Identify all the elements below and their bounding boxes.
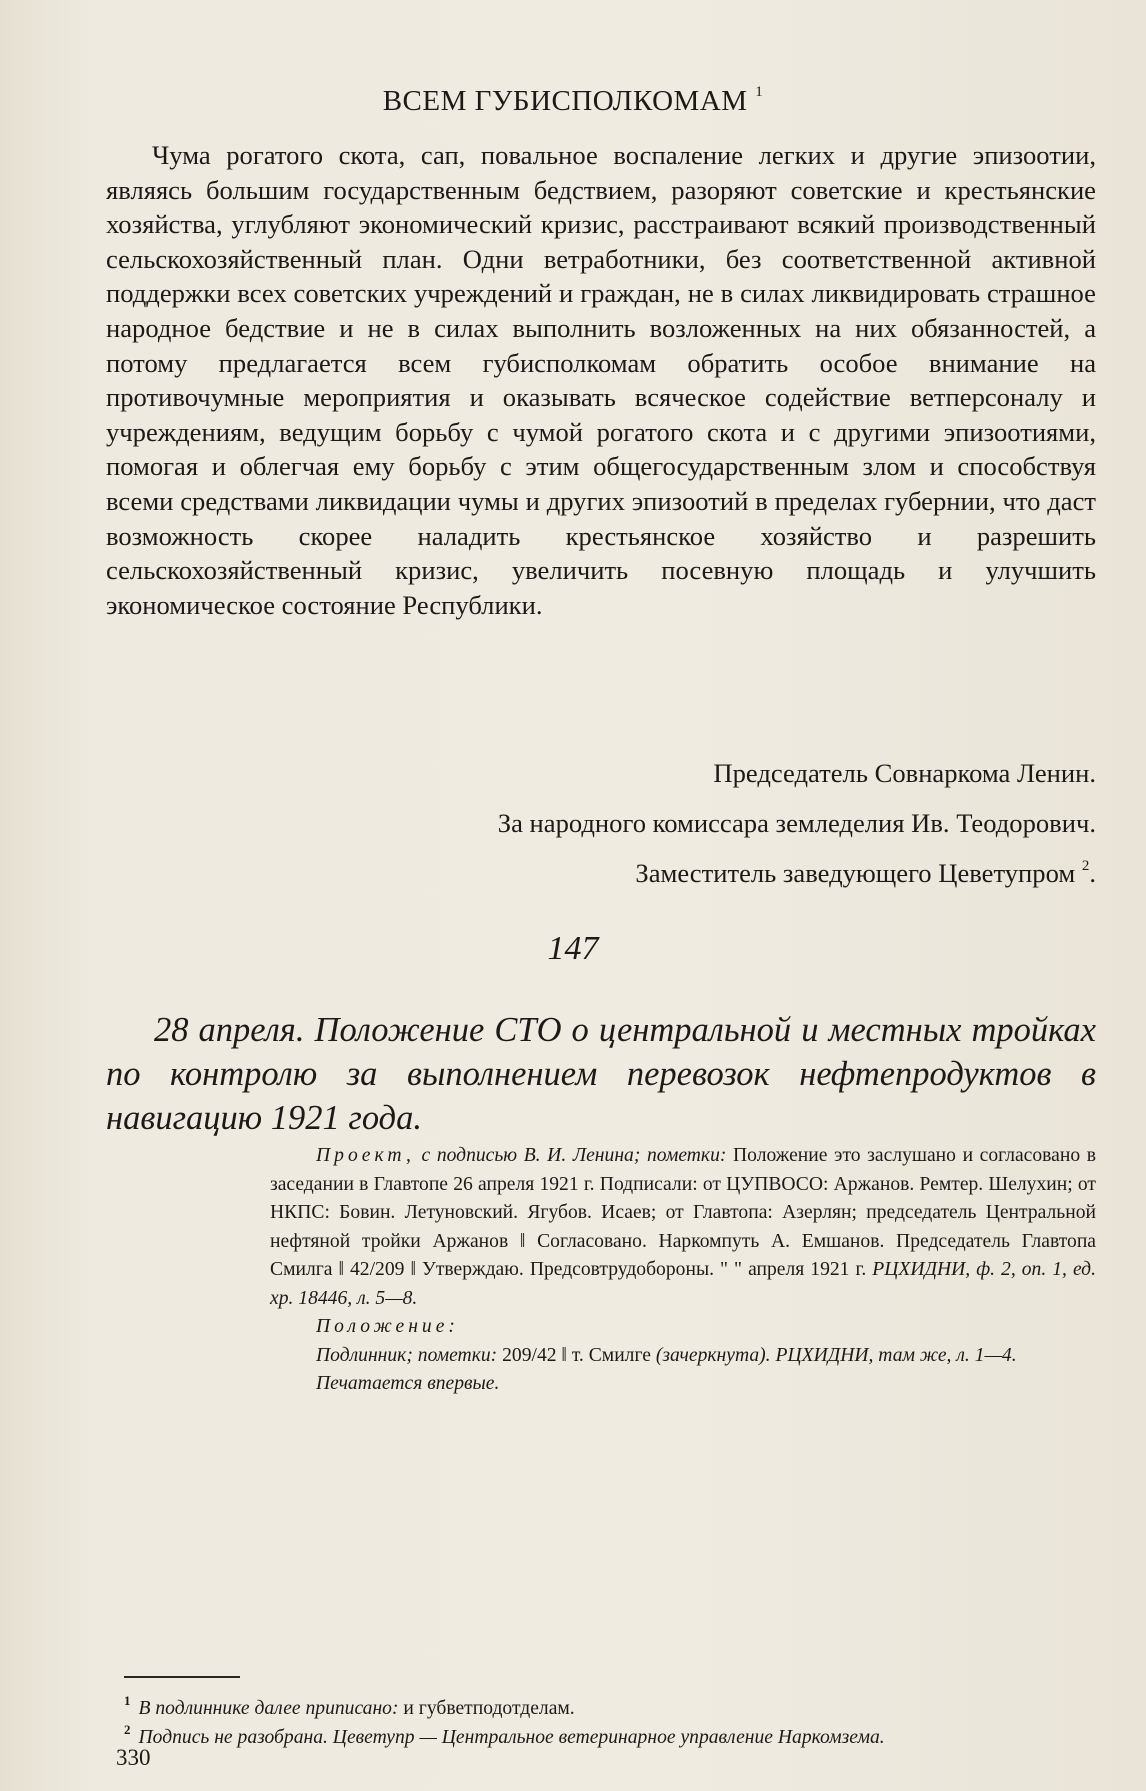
- body-text: [106, 138, 1096, 622]
- document-heading: [0, 84, 1146, 118]
- archival-note-first-print: Печатается впервые.: [316, 1373, 500, 1394]
- archival-note-position-label: Положение:: [316, 1316, 459, 1337]
- heading-text: ВСЕМ ГУБИСПОЛКОМАМ: [382, 85, 748, 117]
- footnote-1-italic: В подлиннике далее приписано:: [138, 1698, 399, 1719]
- footnote-2-italic: Подпись не разобрана. Цеветупр — Центральное ветеринарное управление Наркомзема.: [138, 1727, 885, 1748]
- archival-note-original: [270, 1342, 1096, 1371]
- document-number: 147: [547, 930, 599, 967]
- page-number: 330: [116, 1745, 151, 1770]
- footnote-2-mark: 2: [124, 1722, 131, 1737]
- signature-deputy: [635, 858, 1096, 889]
- document-title: [106, 1008, 1096, 1140]
- project-label: Проект,: [316, 1145, 415, 1166]
- footnote-2: [124, 1716, 1096, 1752]
- footnote-divider: [124, 1676, 240, 1678]
- project-text: Положение это заслушано и согласовано в заседании в Главтопе 26 апреля 1921 г. Подписали: от ЦУПВОСО: Аржанов. Ремтер. Шелухин; от НКПС: Бовин. Летуновский. Ягубов. Исаев; от Главтопа: Азерлян; председатель Центральной нефтяной тройки Аржанов ‖ Согласовано. Наркомпуть А. Емшанов. Председатель Главтопа Смилга ‖ 42/209 ‖ Утверждаю. Предсовтрудобороны. " " апреля 1921 г.: [270, 1145, 1097, 1280]
- project-marks-label: с подписью В. И. Ленина; пометки:: [421, 1145, 727, 1166]
- signature-deputy-end: .: [1089, 858, 1096, 888]
- archival-note: [270, 1142, 1096, 1399]
- project-source: РЦХИДНИ, ф. 2, оп. 1, ед. хр. 18446, л. 5—8.: [270, 1259, 1096, 1309]
- body-paragraph: Чума рогатого скота, сап, повальное воспаление легких и другие эпизоотии, являясь большим государственным бедствием, разоряют советские и крестьянские хозяйства, углубляют экономический кризис, расстраивают всякий производственный сельскохозяйственный план. Одни ветработники, без соответственной активной поддержки всех советских учреждений и граждан, не в силах ликвидировать страшное народное бедствие и не в силах выполнить возложенных на них обязанностей, а потому предлагается всем губисполкомам обратить особое внимание на противочумные мероприятия и оказывать всяческое содействие ветперсоналу и учреждениям, ведущим борьбу с чумой рогатого скота и с другими эпизоотиями, помогая и облегчая ему борьбу с этим общегосударственным злом и способствуя всеми средствами ликвидации чумы и других эпизоотий в пределах губернии, что даст возможность скорее наладить крестьянское хозяйство и разрешить сельскохозяйственный кризис, увеличить посевную площадь и улучшить экономическое состояние Республики.: [106, 140, 1096, 620]
- signature-chair: Председатель Совнаркома Ленин.: [713, 758, 1096, 788]
- original-label: Подлинник; пометки:: [316, 1344, 498, 1366]
- footnote-mark: 2: [1081, 858, 1090, 874]
- original-struck: (зачеркнута).: [655, 1344, 771, 1366]
- document-title-text: 28 апреля. Положение СТО о центральной и местных тройках по контролю за выполнением перевозок нефтепродуктов в навигацию 1921 года.: [106, 1011, 1096, 1137]
- footnote-1-text: и губветподотделам.: [398, 1698, 575, 1719]
- signature-deputy-text: Заместитель заведующего Цеветупром: [635, 858, 1076, 888]
- signature-commissar: За народного комиссара земледелия Ив. Теодорович.: [497, 808, 1096, 838]
- footnote-mark: 1: [755, 84, 764, 100]
- original-source: РЦХИДНИ, там же, л. 1—4.: [775, 1344, 1017, 1366]
- original-text: 209/42 ‖ т. Смилге: [502, 1344, 651, 1366]
- footnote-1-mark: 1: [124, 1693, 131, 1708]
- archival-note-project: [270, 1142, 1096, 1313]
